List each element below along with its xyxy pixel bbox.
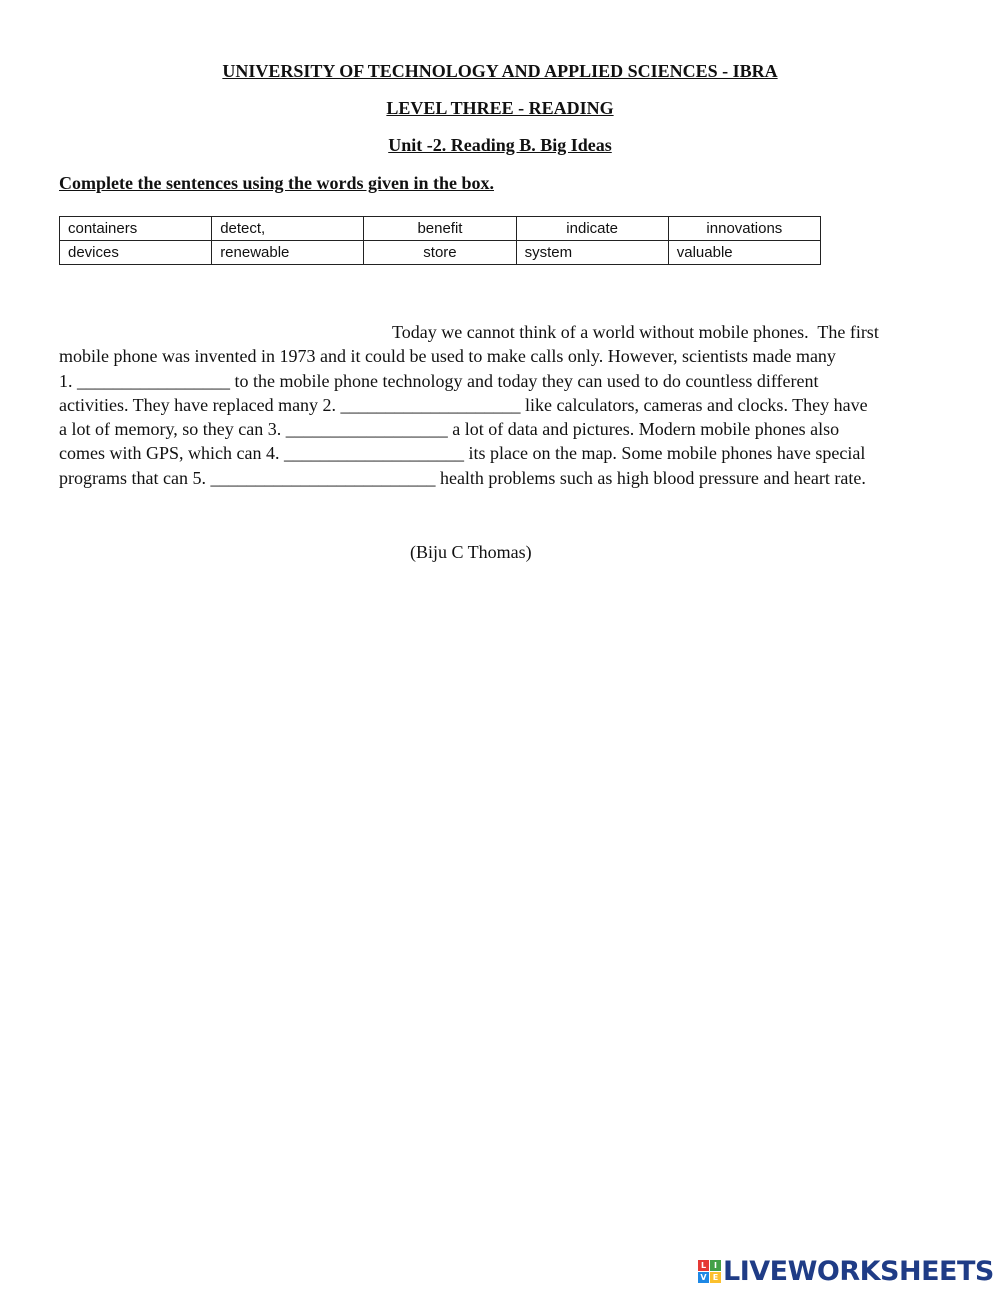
word-box-row: [60, 241, 821, 265]
word-box-table: [59, 216, 821, 265]
logo-mark-tile: I: [710, 1260, 721, 1271]
word-box-cell: detect,: [212, 217, 364, 241]
reading-passage: [59, 320, 949, 490]
passage-line-blank-2[interactable]: activities. They have replaced many 2. ____________________ like calculators, cameras and clocks. They have: [59, 394, 868, 415]
word-box-cell: store: [364, 241, 516, 265]
author-credit: (Biju C Thomas): [410, 542, 532, 562]
logo-mark-tile: V: [698, 1272, 709, 1283]
logo-mark-tile: E: [710, 1272, 721, 1283]
word-box-cell: valuable: [668, 241, 820, 265]
word-box-cell: renewable: [212, 241, 364, 265]
institution-title: UNIVERSITY OF TECHNOLOGY AND APPLIED SCIENCES - IBRA: [222, 61, 778, 81]
unit-title: Unit -2. Reading B. Big Ideas: [388, 135, 612, 155]
word-box-cell: containers: [60, 217, 212, 241]
instruction-text: Complete the sentences using the words given in the box.: [59, 173, 494, 193]
level-title: LEVEL THREE - READING: [386, 98, 614, 118]
passage-line: Today we cannot think of a world without mobile phones. The first: [392, 322, 879, 342]
liveworksheets-mark-icon: [698, 1260, 721, 1283]
word-box-cell: benefit: [364, 217, 516, 241]
word-box-cell: system: [516, 241, 668, 265]
word-box-cell: devices: [60, 241, 212, 265]
logo-mark-tile: L: [698, 1260, 709, 1271]
word-box-cell: innovations: [668, 217, 820, 241]
word-box-row: [60, 217, 821, 241]
liveworksheets-logo: [698, 1256, 994, 1286]
word-box-cell: indicate: [516, 217, 668, 241]
passage-line: mobile phone was invented in 1973 and it could be used to make calls only. However, scientists made many: [59, 346, 836, 367]
passage-line-blank-5[interactable]: programs that can 5. _________________________ health problems such as high blood pressure and heart rate.: [59, 467, 866, 488]
logo-wordmark: LIVEWORKSHEETS: [723, 1255, 994, 1287]
passage-line-blank-3[interactable]: a lot of memory, so they can 3. __________________ a lot of data and pictures. Modern mobile phones also: [59, 419, 840, 440]
passage-line-blank-1[interactable]: 1. _________________ to the mobile phone technology and today they can used to do countless different: [59, 370, 819, 391]
passage-line-blank-4[interactable]: comes with GPS, which can 4. ____________________ its place on the map. Some mobile phones have special: [59, 443, 866, 464]
